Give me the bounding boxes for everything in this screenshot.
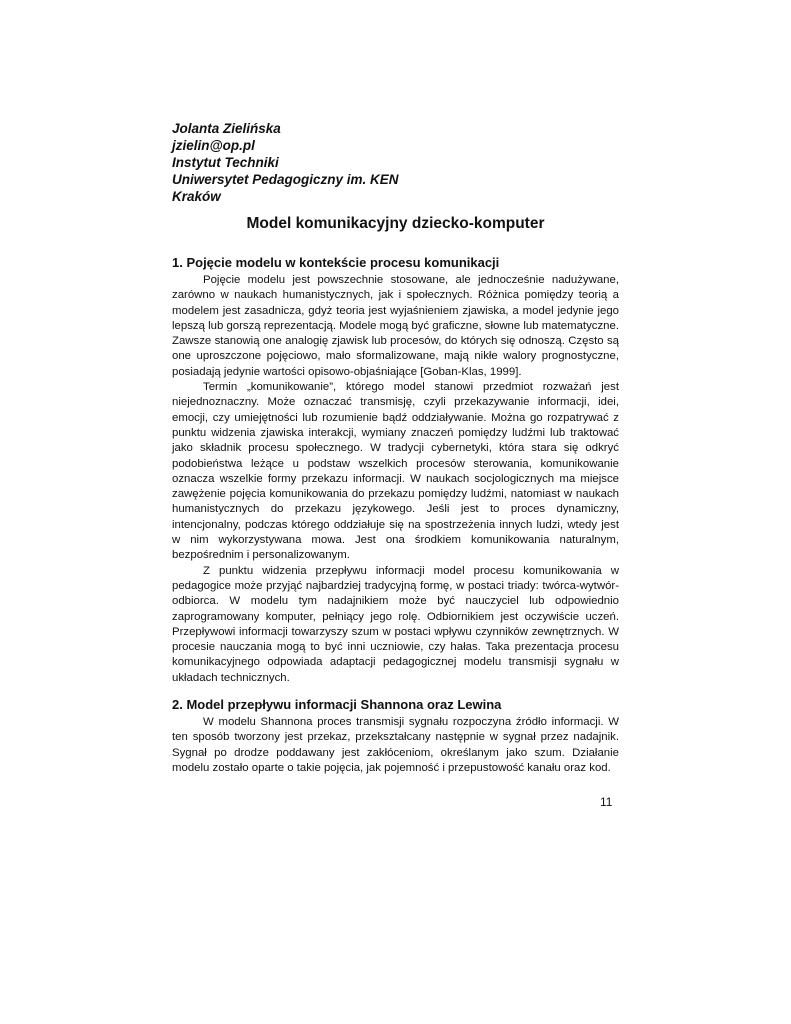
paragraph: Termin „komunikowanie”, którego model stanowi przedmiot rozważań jest niejednoznaczny. Może oznaczać transmisję, czyli przekazywanie informacji, idei, emocji, czy umiejętności lub rozumienie bądź oddziaływanie. Można go rozpatrywać z punktu widzenia zjawiska interakcji, wymiany znaczeń pomiędzy ludźmi lub traktować jako składnik procesu społecznego. W tradycji cybernetyki, która stara się odkryć podobieństwa leżące u podstaw wszelkich procesów sterowania, komunikowanie oznacza wszelkie formy przekazu informacji. W naukach socjologicznych ma miejsce zawężenie pojęcia komunikowania do przekazu pomiędzy ludźmi, natomiast w naukach humanistycznych do przekazu językowego. Jeśli jest to proces dynamiczny, intencjonalny, podczas którego oddziałuje się na spostrzeżenia innych ludzi, wtedy jest w nim wykorzystywana mowa. Jest ona środkiem komunikowania naturalnym, bezpośrednim i personalizowanym.	[172, 381, 619, 562]
section-heading: 2. Model przepływu informacji Shannona oraz Lewina	[172, 697, 502, 713]
paragraph: Z punktu widzenia przepływu informacji model procesu komunikowania w pedagogice może przyjąć najbardziej tradycyjną formę, w postaci triady: twórca-wytwór-odbiorca. W modelu tym nadajnikiem może być nauczyciel lub odpowiednio zaprogramowany komputer, pełniący jego rolę. Odbiornikiem jest oczywiście uczeń. Przepływowi informacji towarzyszy szum w postaci wpływu czynników zewnętrznych. W procesie nauczania mogą to być inni uczniowie, czy hałas. Taka prezentacja procesu komunikacyjnego odpowiada adaptacji pedagogicznej modelu transmisji sygnału w układach technicznych.	[172, 564, 619, 684]
author-email: jzielin@op.pl	[172, 138, 255, 153]
author-institute: Instytut Techniki	[172, 155, 279, 170]
author-city: Kraków	[172, 189, 221, 204]
author-block	[172, 120, 619, 205]
paper-title: Model komunikacyjny dziecko-komputer	[246, 215, 545, 232]
author-name: Jolanta Zielińska	[172, 121, 281, 136]
paragraph: Pojęcie modelu jest powszechnie stosowane, ale jednocześnie nadużywane, zarówno w naukach humanistycznych, jak i społecznych. Różnica pomiędzy teorią a modelem jest zasadnicza, gdyż teoria jest wyjaśnieniem zjawiska, a model jedynie jego lepszą lub gorszą reprezentacją. Modele mogą być graficzne, słowne lub matematyczne. Zawsze stanowią one analogię zjawisk lub procesów, do których się odnoszą. Często są one uproszczone pojęciowo, mało sformalizowane, mają nikłe walory prognostyczne, posiadają jedynie wartości opisowo-objaśniające [Goban-Klas, 1999].	[172, 274, 619, 378]
section-heading: 1. Pojęcie modelu w kontekście procesu komunikacji	[172, 255, 500, 270]
author-university: Uniwersytet Pedagogiczny im. KEN	[172, 172, 399, 187]
paper-page	[172, 120, 619, 776]
paragraph: W modelu Shannona proces transmisji sygnału rozpoczyna źródło informacji. W ten sposób tworzony jest przekaz, przekształcany następnie w sygnał przez nadajnik. Sygnał po drodze poddawany jest zakłóceniom, określanym jako szum. Działanie modelu zostało oparte o takie pojęcia, jak pojemność i przepustowość kanału oraz kod.	[172, 716, 619, 774]
page-number: 11	[600, 795, 613, 809]
